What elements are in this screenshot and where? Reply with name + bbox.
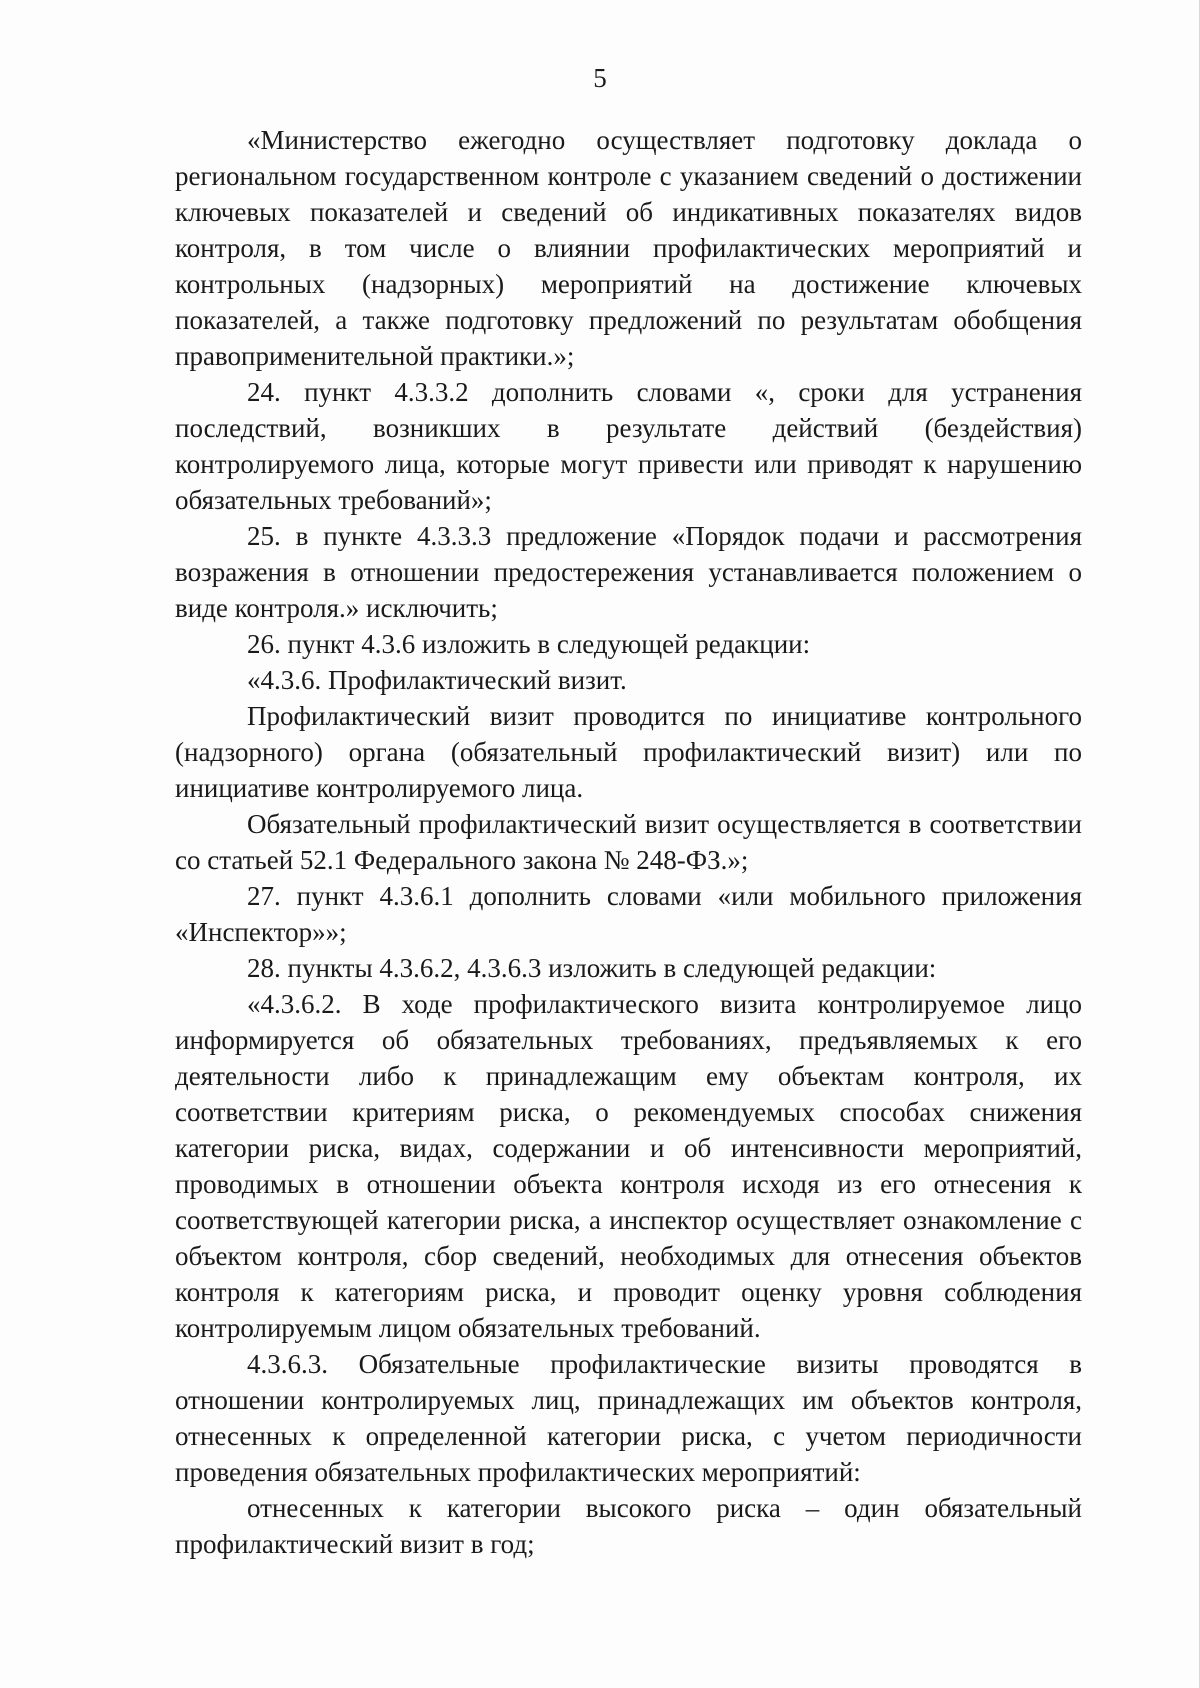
- paragraph-item-27: 27. пункт 4.3.6.1 дополнить словами «или мобильного приложения «Инспектор»»;: [175, 881, 1082, 947]
- paragraph-4-3-6-2: «4.3.6.2. В ходе профилактического визита контролируемое лицо информируется об обязательных требованиях, предъявляемых к его деятельности либо к принадлежащим ему объектам контроля, их соответствии критериям риска, о рекомендуемых способах снижения категории риска, видах, содержании и об интенсивности мероприятий, проводимых в отношении объекта контроля исходя из его отнесения к соответствующей категории риска, а инспектор осуществляет ознакомление с объектом контроля, сбор сведений, необходимых для отнесения объектов контроля к категориям риска, и проводит оценку уровня соблюдения контролируемым лицом обязательных требований.: [175, 989, 1082, 1343]
- paragraph-mandatory-visit: Обязательный профилактический визит осуществляется в соответствии со статьей 52.1 Федерального закона № 248-ФЗ.»;: [175, 809, 1082, 875]
- paragraph-item-26: 26. пункт 4.3.6 изложить в следующей редакции:: [247, 629, 811, 659]
- paragraph-high-risk: отнесенных к категории высокого риска – один обязательный профилактический визит в год;: [175, 1493, 1082, 1559]
- paragraph-4-3-6-3: 4.3.6.3. Обязательные профилактические визиты проводятся в отношении контролируемых лиц, принадлежащих им объектов контроля, отнесенных к определенной категории риска, с учетом периодичности проведения обязательных профилактических мероприятий:: [175, 1349, 1082, 1487]
- paragraph-item-24: 24. пункт 4.3.3.2 дополнить словами «, сроки для устранения последствий, возникших в результате действий (бездействия) контролируемого лица, которые могут привести или приводят к нарушению обязательных требований»;: [175, 377, 1082, 515]
- paragraph-visit-initiative: Профилактический визит проводится по инициативе контрольного (надзорного) органа (обязательный профилактический визит) или по инициативе контролируемого лица.: [175, 701, 1082, 803]
- paragraph-ministry-report: «Министерство ежегодно осуществляет подготовку доклада о региональном государственном контроле с указанием сведений о достижении ключевых показателей и сведений об индикативных показателях видов контроля, в том числе о влиянии профилактических мероприятий и контрольных (надзорных) мероприятий на достижение ключевых показателей, а также подготовку предложений по результатам обобщения правоприменительной практики.»;: [175, 125, 1082, 371]
- page-number: 5: [593, 63, 607, 93]
- document-body: [175, 122, 1082, 1562]
- paragraph-item-25: 25. в пункте 4.3.3.3 предложение «Порядок подачи и рассмотрения возражения в отношении предостережения устанавливается положением о виде контроля.» исключить;: [175, 521, 1082, 623]
- paragraph-item-28: 28. пункты 4.3.6.2, 4.3.6.3 изложить в следующей редакции:: [247, 953, 937, 983]
- paragraph-4-3-6-heading: «4.3.6. Профилактический визит.: [247, 665, 627, 695]
